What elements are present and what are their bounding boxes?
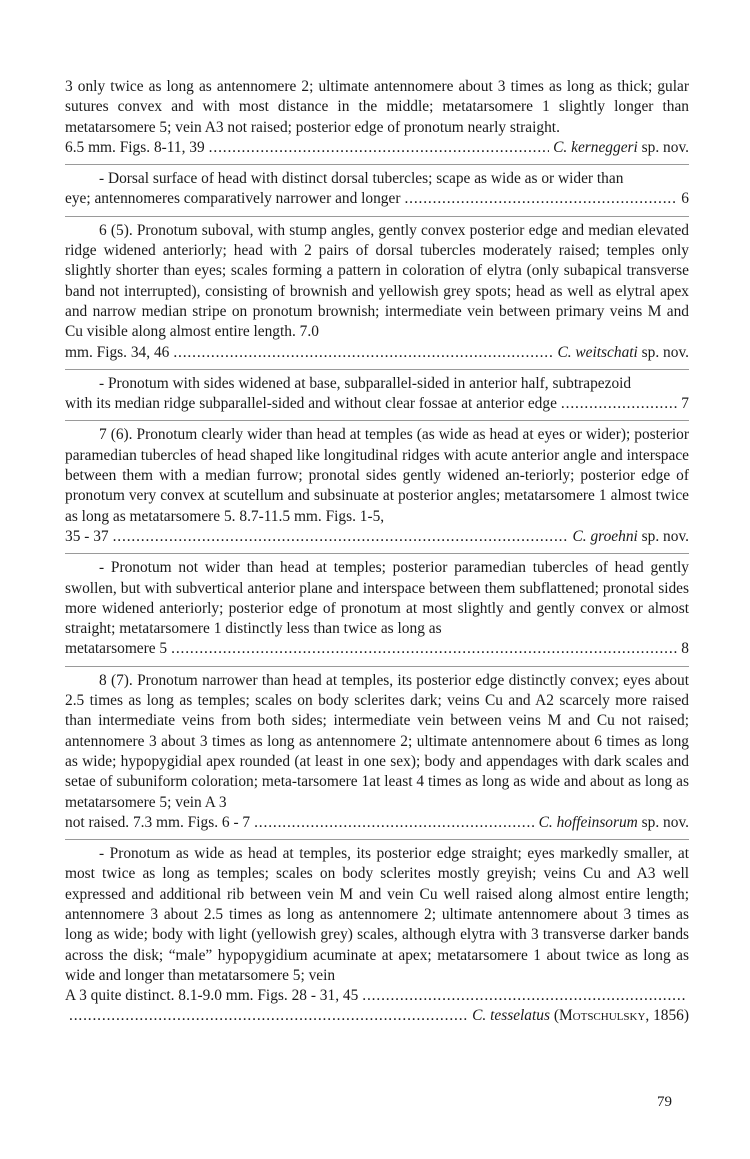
couplet-last-line — [65, 639, 689, 659]
couplet-last-line — [65, 343, 689, 363]
leader-dots — [113, 527, 569, 547]
leader-dots — [209, 138, 550, 158]
couplet-result-line — [65, 1006, 689, 1026]
key-text — [65, 77, 689, 1027]
couplet-body: - Pronotum with sides widened at base, subparallel-sided in anterior half, subtrapezoid — [99, 374, 632, 392]
couplet-last-line — [65, 189, 689, 209]
taxon-name: C. hoffeinsorum — [538, 813, 638, 831]
key-couplet-alternative — [65, 839, 689, 1027]
taxon-name: C. weitschati — [557, 343, 638, 361]
taxon-name: C. groehni — [572, 527, 638, 545]
leader-dots — [173, 343, 553, 363]
taxon-year: , 1856) — [645, 1007, 689, 1025]
couplet-result — [472, 1006, 689, 1026]
couplet-tail: mm. Figs. 34, 46 — [65, 343, 170, 361]
key-couplet-alternative — [65, 369, 689, 415]
couplet-tail: not raised. 7.3 mm. Figs. 6 - 7 — [65, 813, 251, 831]
page-number: 79 — [657, 1094, 672, 1110]
couplet-tail: 35 - 37 — [65, 527, 109, 545]
couplet-result — [539, 813, 689, 833]
couplet-tail: metatarsomere 5 — [65, 640, 168, 658]
couplet-result — [553, 138, 689, 158]
couplet-body: 6 (5). Pronotum suboval, with stump angles, gently convex posterior edge and median elevated ridge widened anteriorly; head with 2 pairs of dorsal tubercles moderately raised; temples only slightly shorter than eyes; scales forming a pattern in coloration of elytra (only subapical transverse band not interrupted), consisting of brownish and yellowish grey spots; head as well as elytral apex and narrow median stripe on pronotum brownish; intermediate vein between primary veins M and Cu visible along almost entire length. 7.0 — [65, 221, 689, 341]
key-couplet — [65, 666, 689, 833]
couplet-body: 8 (7). Pronotum narrower than head at temples, its posterior edge distinctly convex; eyes about 2.5 times as long as temples; scales on body sclerites dark; veins Cu and A2 scarcely more raised than intermediate veins from both sides; intermediate vein between veins M and Cu not raised; antennomere 3 about 3 times as long as antennomere 2; ultimate antennomere about 6 times as long as wide; hypopygidial apex rounded (at least in one sex); body and appendages with dark scales and setae of subuniform coloration; meta-tarsomere 1at least 4 times as long as wide and about as long as metatarsomere 5; vein A 3 — [65, 671, 689, 811]
key-couplet — [65, 420, 689, 547]
couplet-body: - Pronotum not wider than head at temples; posterior paramedian tubercles of head gently swollen, but with subvertical anterior plane and interspace between them subflattened; pronotal sides more widened anteriorly; posterior edge of pronotum at most slightly and gently convex or almost straight; metatarsomere 1 distinctly less than twice as long as — [65, 559, 689, 638]
taxon-name: C. tesselatus — [472, 1007, 550, 1025]
couplet-tail: with its median ridge subparallel-sided and without clear fossae at anterior edge — [65, 395, 557, 413]
couplet-body: 7 (6). Pronotum clearly wider than head at temples (as wide as head at eyes or wider); posterior paramedian tubercles of head shaped like longitudinal ridges with acute anterior angle and interspace between them with a median furrow; pronotal sides gently widened an-teriorly; posterior edge of pronotum very convex at scutellum and subsinuate at posterior angles; metatarsomere 1 almost twice as long as metatarsomere 5. 8.7-11.5 mm. Figs. 1-5, — [65, 426, 689, 525]
leader-dots — [561, 394, 677, 414]
key-couplet-alternative — [65, 164, 689, 210]
taxon-author: Motschulsky — [558, 1007, 646, 1025]
key-couplet-alternative — [65, 553, 689, 659]
leader-dots — [69, 1006, 468, 1026]
leader-dots — [254, 813, 535, 833]
couplet-tail: eye; antennomeres comparatively narrower and longer — [65, 190, 401, 208]
couplet-lead: 6 — [681, 190, 689, 208]
couplet-last-line — [65, 986, 689, 1006]
key-couplet-continuation — [65, 77, 689, 158]
couplet-last-line — [65, 394, 689, 414]
leader-dots — [404, 189, 677, 209]
key-couplet — [65, 216, 689, 363]
couplet-result — [557, 343, 689, 363]
couplet-body: - Dorsal surface of head with distinct dorsal tubercles; scape as wide as or wider than — [99, 170, 624, 188]
couplet-tail: 6.5 mm. Figs. 8-11, 39 — [65, 138, 205, 156]
taxon-status: sp. nov. — [641, 138, 689, 156]
couplet-body: 3 only twice as long as antennomere 2; ultimate antennomere about 3 times as long as thick; gular sutures convex and with most distance in the middle; metatarsomere 1 slightly longer than metatarsomere 5; vein A3 not raised; posterior edge of pronotum nearly straight. — [65, 78, 689, 136]
couplet-lead: 7 — [681, 395, 689, 413]
couplet-result — [573, 527, 689, 547]
couplet-lead: 8 — [681, 640, 689, 658]
taxon-status: sp. nov. — [641, 527, 689, 545]
taxon-name: C. kerneggeri — [553, 138, 638, 156]
author-open-paren: ( — [553, 1007, 559, 1025]
couplet-last-line — [65, 813, 689, 833]
couplet-last-line — [65, 527, 689, 547]
leader-dots — [362, 986, 685, 1006]
couplet-last-line — [65, 138, 689, 158]
taxon-status: sp. nov. — [641, 343, 689, 361]
taxon-status: sp. nov. — [641, 813, 689, 831]
leader-dots — [171, 639, 677, 659]
couplet-body: - Pronotum as wide as head at temples, its posterior edge straight; eyes markedly smaller, at most twice as long as temples; scales on body sclerites mostly greyish; veins Cu and A3 well expressed and additional rib between vein M and vein Cu well raised along almost entire length; antennomere 3 about 2.5 times as long as antennomere 2; ultimate antennomere about 3 times as long as wide; body with light (yellowish grey) scales, although elytra with 3 transverse darker bands across the disk; “male” hypopygidium acuminate at apex; metatarsomere 1 about twice as long as wide and longer than metatarsomere 5; vein — [65, 845, 689, 984]
couplet-tail: A 3 quite distinct. 8.1-9.0 mm. Figs. 28 - 31, 45 — [65, 987, 359, 1005]
